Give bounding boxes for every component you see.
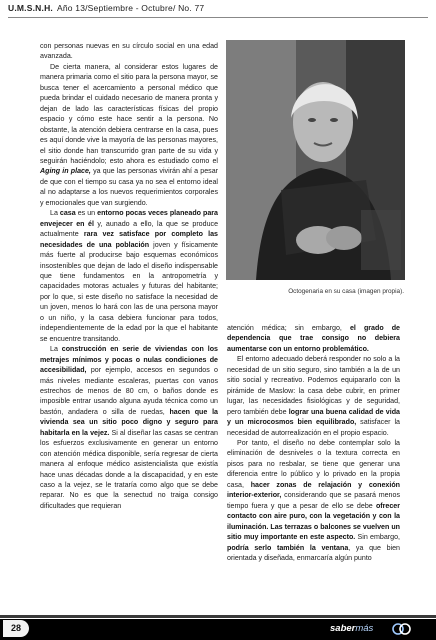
university-name: U.M.S.N.H.	[8, 3, 53, 13]
text-run: ya que las personas vivirán ahí a pesar de que con el tiempo su casa ya no sea el entorno ideal al no adaptarse a los nuevos requerimientos corporales y emocionales que van surgiendo.	[40, 167, 218, 207]
bold-text: podría serlo también la ventana	[227, 543, 349, 552]
text-run: considerando que se pasará menos tiempo fuera y que a pesar de ello se debe	[227, 491, 400, 510]
bold-text: hacen que la vivienda sea un sitio poco digno y seguro para habitarla en la vejez.	[40, 407, 218, 437]
italic-term: Aging in place,	[40, 167, 91, 176]
text-run: es un	[75, 209, 98, 218]
bold-text: casa	[59, 209, 76, 218]
text-run: por ejemplo, accesos en segundos o más niveles mediante escaleras, puertas con vanos estrechos de menos de 80 cm, o baños donde es imposible entrar usando alguna ayuda técnica como un bastón, andadera o silla de ruedas,	[40, 366, 218, 416]
brand-name-accent: más	[355, 623, 374, 634]
bold-text: Las terrazas o balcones se vuelven un sitio muy importante en este aspecto.	[227, 522, 400, 542]
magazine-header	[8, 3, 204, 13]
brand-symbol-icon	[392, 622, 412, 636]
text-run: atención médica; sin embargo,	[227, 324, 350, 332]
brand-logo	[330, 623, 373, 634]
brand-name: saber	[330, 623, 356, 634]
bold-text: entorno pocas veces planeado para envejecer en él	[40, 209, 218, 228]
portrait-photo	[226, 40, 405, 280]
page-number: 28	[3, 620, 29, 637]
right-text-column	[227, 323, 400, 563]
paragraph	[227, 354, 400, 438]
text-run: Sin embargo,	[355, 533, 400, 542]
paragraph	[40, 344, 218, 511]
text-run: La	[50, 209, 60, 218]
bold-text: hacer zonas de relajación y conexión interior-exterior,	[227, 480, 400, 500]
text-run: y, aunado a ello, la que se produce actualmente	[40, 219, 219, 239]
bold-text: lograr una buena calidad de vida y un microcosmos bien equilibrado,	[227, 407, 400, 427]
bold-text: construcción en serie de viviendas con los metrajes mínimos y pocas o nulas condiciones de accesibilidad,	[40, 345, 218, 375]
bold-text: ofrecer contacto con aire puro, con la vegetación y con la iluminación.	[227, 501, 400, 531]
bold-text: rara vez satisface por completo las necesidades de una población	[40, 230, 219, 249]
left-text-column	[40, 41, 218, 511]
paragraph	[40, 62, 218, 208]
text-run: La	[50, 345, 62, 354]
text-run: Si al diseñar las casas se centran los esfuerzos exclusivamente en generar un entorno con atención médica disponible, sería regresar de cierta manera al enfoque médico asistencialista que existía hace unas décadas donde a la discapacidad, y en este caso a la vejez, se le trataría como algo que se debe reparar. No es que la senectud no traiga consigo dificultades que requieran	[40, 428, 218, 510]
paragraph	[40, 208, 218, 344]
photo-caption: Octogenaria en su casa (imagen propia).	[288, 288, 404, 295]
page-header	[0, 0, 436, 22]
text-run: satisfacer la necesidad de autorrealización en el propio espacio.	[227, 418, 400, 437]
paragraph	[227, 323, 400, 354]
text-run: , ya que bien orientada y diseñada, enmarcaría algún punto	[227, 543, 401, 562]
text-run: De cierta manera, al considerar estos lugares de manera primaria como el sitio para la persona mayor, se busca tener el acercamiento a personal médico que pueda brindar el cuidado necesario de manera pronta y dejan de lado las características físicas del propio espacio y cómo este hace sentir a la persona. No obstante, la atención debiera centrarse en la casa, pues es aquí donde vive la mayoría de las personas mayores, el sitio donde han transcurrido gran parte de su vida y seguirán haciéndolo; esto ahora es estudiado como el	[40, 62, 218, 165]
bold-text: el grado de dependencia que trae consigo no debiera aumentarse con un entorno problemático.	[227, 324, 400, 353]
text-run: joven y físicamente más fuerte al producirse bajo esquemas económicos insostenibles que dejan de lado el diseño indispensable que tiene fundamentos en la antropometría y capacidades motoras actuales y futuras del habitante; por lo que, si este diseño no satisface la necesidad de un joven, menos lo hará con las de una persona mayor o un niño, y la casa debiera funcionar para todos, independientemente de la edad por la que el habitante se encuentre transitando.	[40, 240, 218, 343]
paragraph: con personas nuevas en su círculo social en una edad avanzada.	[40, 42, 218, 61]
text-run: Por tanto, el diseño no debe contemplar solo la eliminación de desniveles o la textura correcta en pisos para no resbalar, se tiene que generar una diferencia entre lo público y lo privado en la propia casa,	[227, 438, 400, 489]
photo-illustration	[226, 40, 405, 280]
footer-divider	[0, 615, 436, 618]
header-divider	[8, 17, 428, 18]
text-run: El entorno adecuado deberá responder no solo a la necesidad de un sitio seguro, sino también a la de un sitio social y recreativo. Podemos equipararlo con la pirámide de Maslow: la casa debe cubrir, en primer lugar, las necesidades fisiológicas y de seguridad, pero también debe	[227, 355, 400, 416]
paragraph	[227, 438, 400, 563]
issue-info: Año 13/Septiembre - Octubre/ No. 77	[56, 3, 205, 13]
